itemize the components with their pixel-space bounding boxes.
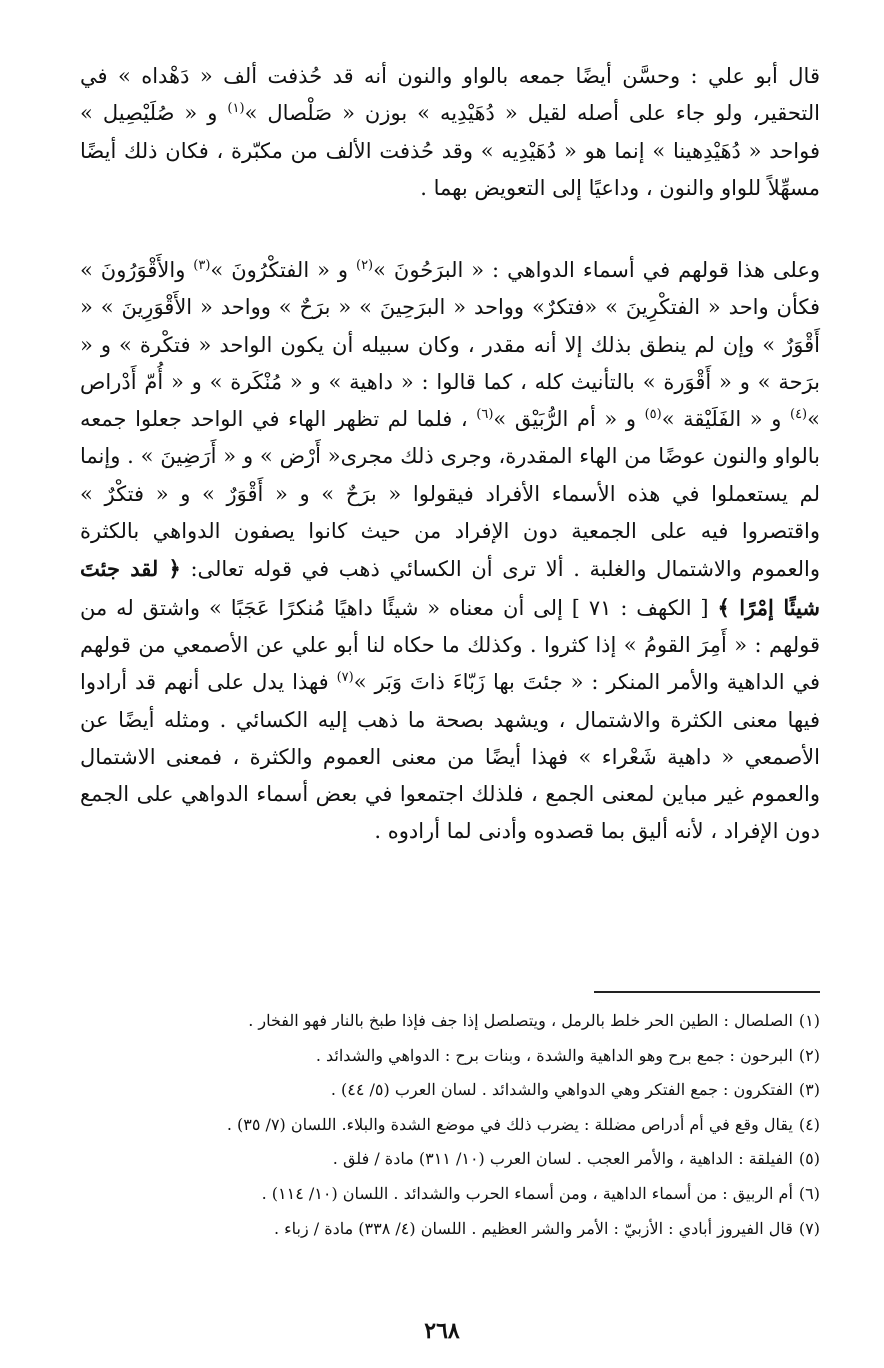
paragraph-2-text-f: ، فلما لم تظهر الهاء في الواحد جعلوا جمعه بالواو والنون عوضًا من الهاء المقدرة، وجرى ذلك مجرى« أَرْض » و « أَرَضِينَ » . وإنما لم يستعملوا في هذه الأسماء الأفراد فيقولوا « برَحٌ » و « أَقْوَرٌ » و « فتكْرٌ » واقتصروا فيه على الجمعية دون الإفراد من حيث كانوا يصفون الدواهي بالكثرة والعموم والاشتمال والغلبة . ألا ترى أن الكسائي ذهب في قوله تعالى: [80,407,820,582]
footnote-number: (١) [798,1011,820,1030]
page-number: ٢٦٨ [424,1318,460,1344]
footnote-5 [80,1142,820,1177]
paragraph-2-text-c: والأَقْوَرُونَ » فكأن واحد « الفتكْرِينَ » «فتكرٌ» وواحد « البرَحِينَ » « برَحٌ » وواحد « الأَقْوَرِينَ » « أَقْوَرٌ » وإن لم ينطق بذلك إلا أنه مقدر ، وكان سبيله أن يكون الواحد « فتكْرة » و « برَحة » و « أَقْوَرة » بالتأنيث كله ، كما قالوا : « داهية » و « مُنْكَرة » و « أُمّ أَدْراص » [80,258,820,432]
footnote-2 [80,1039,820,1074]
paragraph-1 [80,58,820,207]
paragraph-2-text-g: [ الكهف : ٧١ ] إلى أن معناه « شيئًا داهيًا مُنكرًا عَجَبًا » واشتق له من قولهم : « أَمِرَ القومُ » إذا كثروا . وكذلك ما حكاه لنا أبو علي عن الأصمعي من قولهم في الداهية والأمر المنكر : « جئتَ بها زَبّاءَ ذاتَ وَبَر » [80,595,820,695]
footnote-ref-3: (٣) [193,258,211,273]
footnote-number: (٣) [798,1080,820,1100]
footnote-ref-7: (٧) [336,670,354,686]
footnote-number: (٧) [798,1218,820,1238]
paragraph-1-tail: و « صُلَيْصِيل » فواحد « دُهَيْدِهينا » إنما هو « دُهَيْدِيه » وقد حُذفت الألف من مكبّرة ، فكان ذلك أيضًا مسهِّلاً للواو والنون ، وداعيًا إلى التعويض بهما . [80,101,820,200]
footnote-7 [80,1212,820,1247]
paragraph-2-text-h: فهذا يدل على أنهم قد أرادوا فيها معنى الكثرة والاشتمال ، ويشهد بصحة ما ذهب إليه الكسائي . ومثله أيضًا عن الأصمعي « داهية شَعْراء » فهذا أيضًا من معنى العموم والكثرة ، فمعنى الاشتمال والعموم غير مباين لمعنى الجمع ، فلذلك اجتمعوا في بعض أسماء الدواهي على الجمع دون الإفراد ، لأنه أليق بما قصدوه وأدنى لما أرادوه . [80,670,820,844]
paragraph-2-text-b: و « الفتكْرُونَ » [210,258,356,282]
paragraph-2-text-a: وعلى هذا قولهم في أسماء الدواهي : « البرَحُونَ » [373,258,820,282]
footnote-number: (٢) [798,1045,820,1065]
footnote-separator [594,991,820,993]
footnote-number: (٥) [798,1149,820,1169]
footnote-text: الفيلقة : الداهية ، والأمر العجب . لسان العرب (١٠/ ٣١١) مادة / فلق . [332,1149,793,1169]
paragraph-text [80,58,820,207]
footnote-1 [80,1004,820,1039]
footnote-text: الصلصال : الطين الحر خلط بالرمل ، ويتصلصل إذا جف فإذا طبخ بالنار فهو الفخار . [248,1011,793,1030]
footnote-text: أم الربيق : من أسماء الداهية ، ومن أسماء الحرب والشدائد . اللسان (١٠/ ١١٤) . [261,1183,793,1203]
footnote-number: (٤) [798,1114,820,1134]
footnote-text: الفتكرون : جمع الفتكر وهي الدواهي والشدائد . لسان العرب (٥/ ٤٤) . [330,1080,793,1100]
paragraph-2 [80,252,820,851]
footnote-number: (٦) [798,1183,820,1203]
paragraph-2-text-e: و « أم الرُّبَيْق » [493,407,645,432]
footnotes-list [80,1004,820,1246]
footnote-ref-1: (١) [227,101,245,117]
paragraph-text [80,252,820,851]
footnote-text: قال الفيروز أبادي : الأزبيّ : الأمر والشر العظيم . اللسان (٤/ ٣٣٨) مادة / زباء . [273,1218,793,1238]
footnote-6 [80,1177,820,1212]
footnote-3 [80,1073,820,1108]
footnote-text: البرحون : جمع برح وهو الداهية والشدة ، وبنات برح : الدواهي والشدائد . [315,1045,793,1065]
footnote-ref-5: (٥) [644,407,662,423]
footnote-ref-4: (٤) [789,407,808,423]
footnote-ref-2: (٢) [355,258,374,273]
footnote-ref-6: (٦) [476,407,494,423]
paragraph-1-text: قال أبو علي : وحسَّن أيضًا جمعه بالواو والنون أنه قد حُذفت ألف « دَهْداه » في التحقير، ولو جاء على أصله لقيل « دُهَيْدِيه » بوزن « صَلْصال » [80,64,820,126]
footnote-text: يقال وقع في أم أدراص مضللة : يضرب ذلك في موضع الشدة والبلاء. اللسان (٧/ ٣٥) . [226,1114,793,1134]
footnote-4 [80,1108,820,1143]
paragraph-2-text-d: و « الفَلَيْقة » [661,407,790,432]
quran-verse: ﴿ لقد جئتَ شيئًا إمْرًا ﴾ [80,556,820,620]
